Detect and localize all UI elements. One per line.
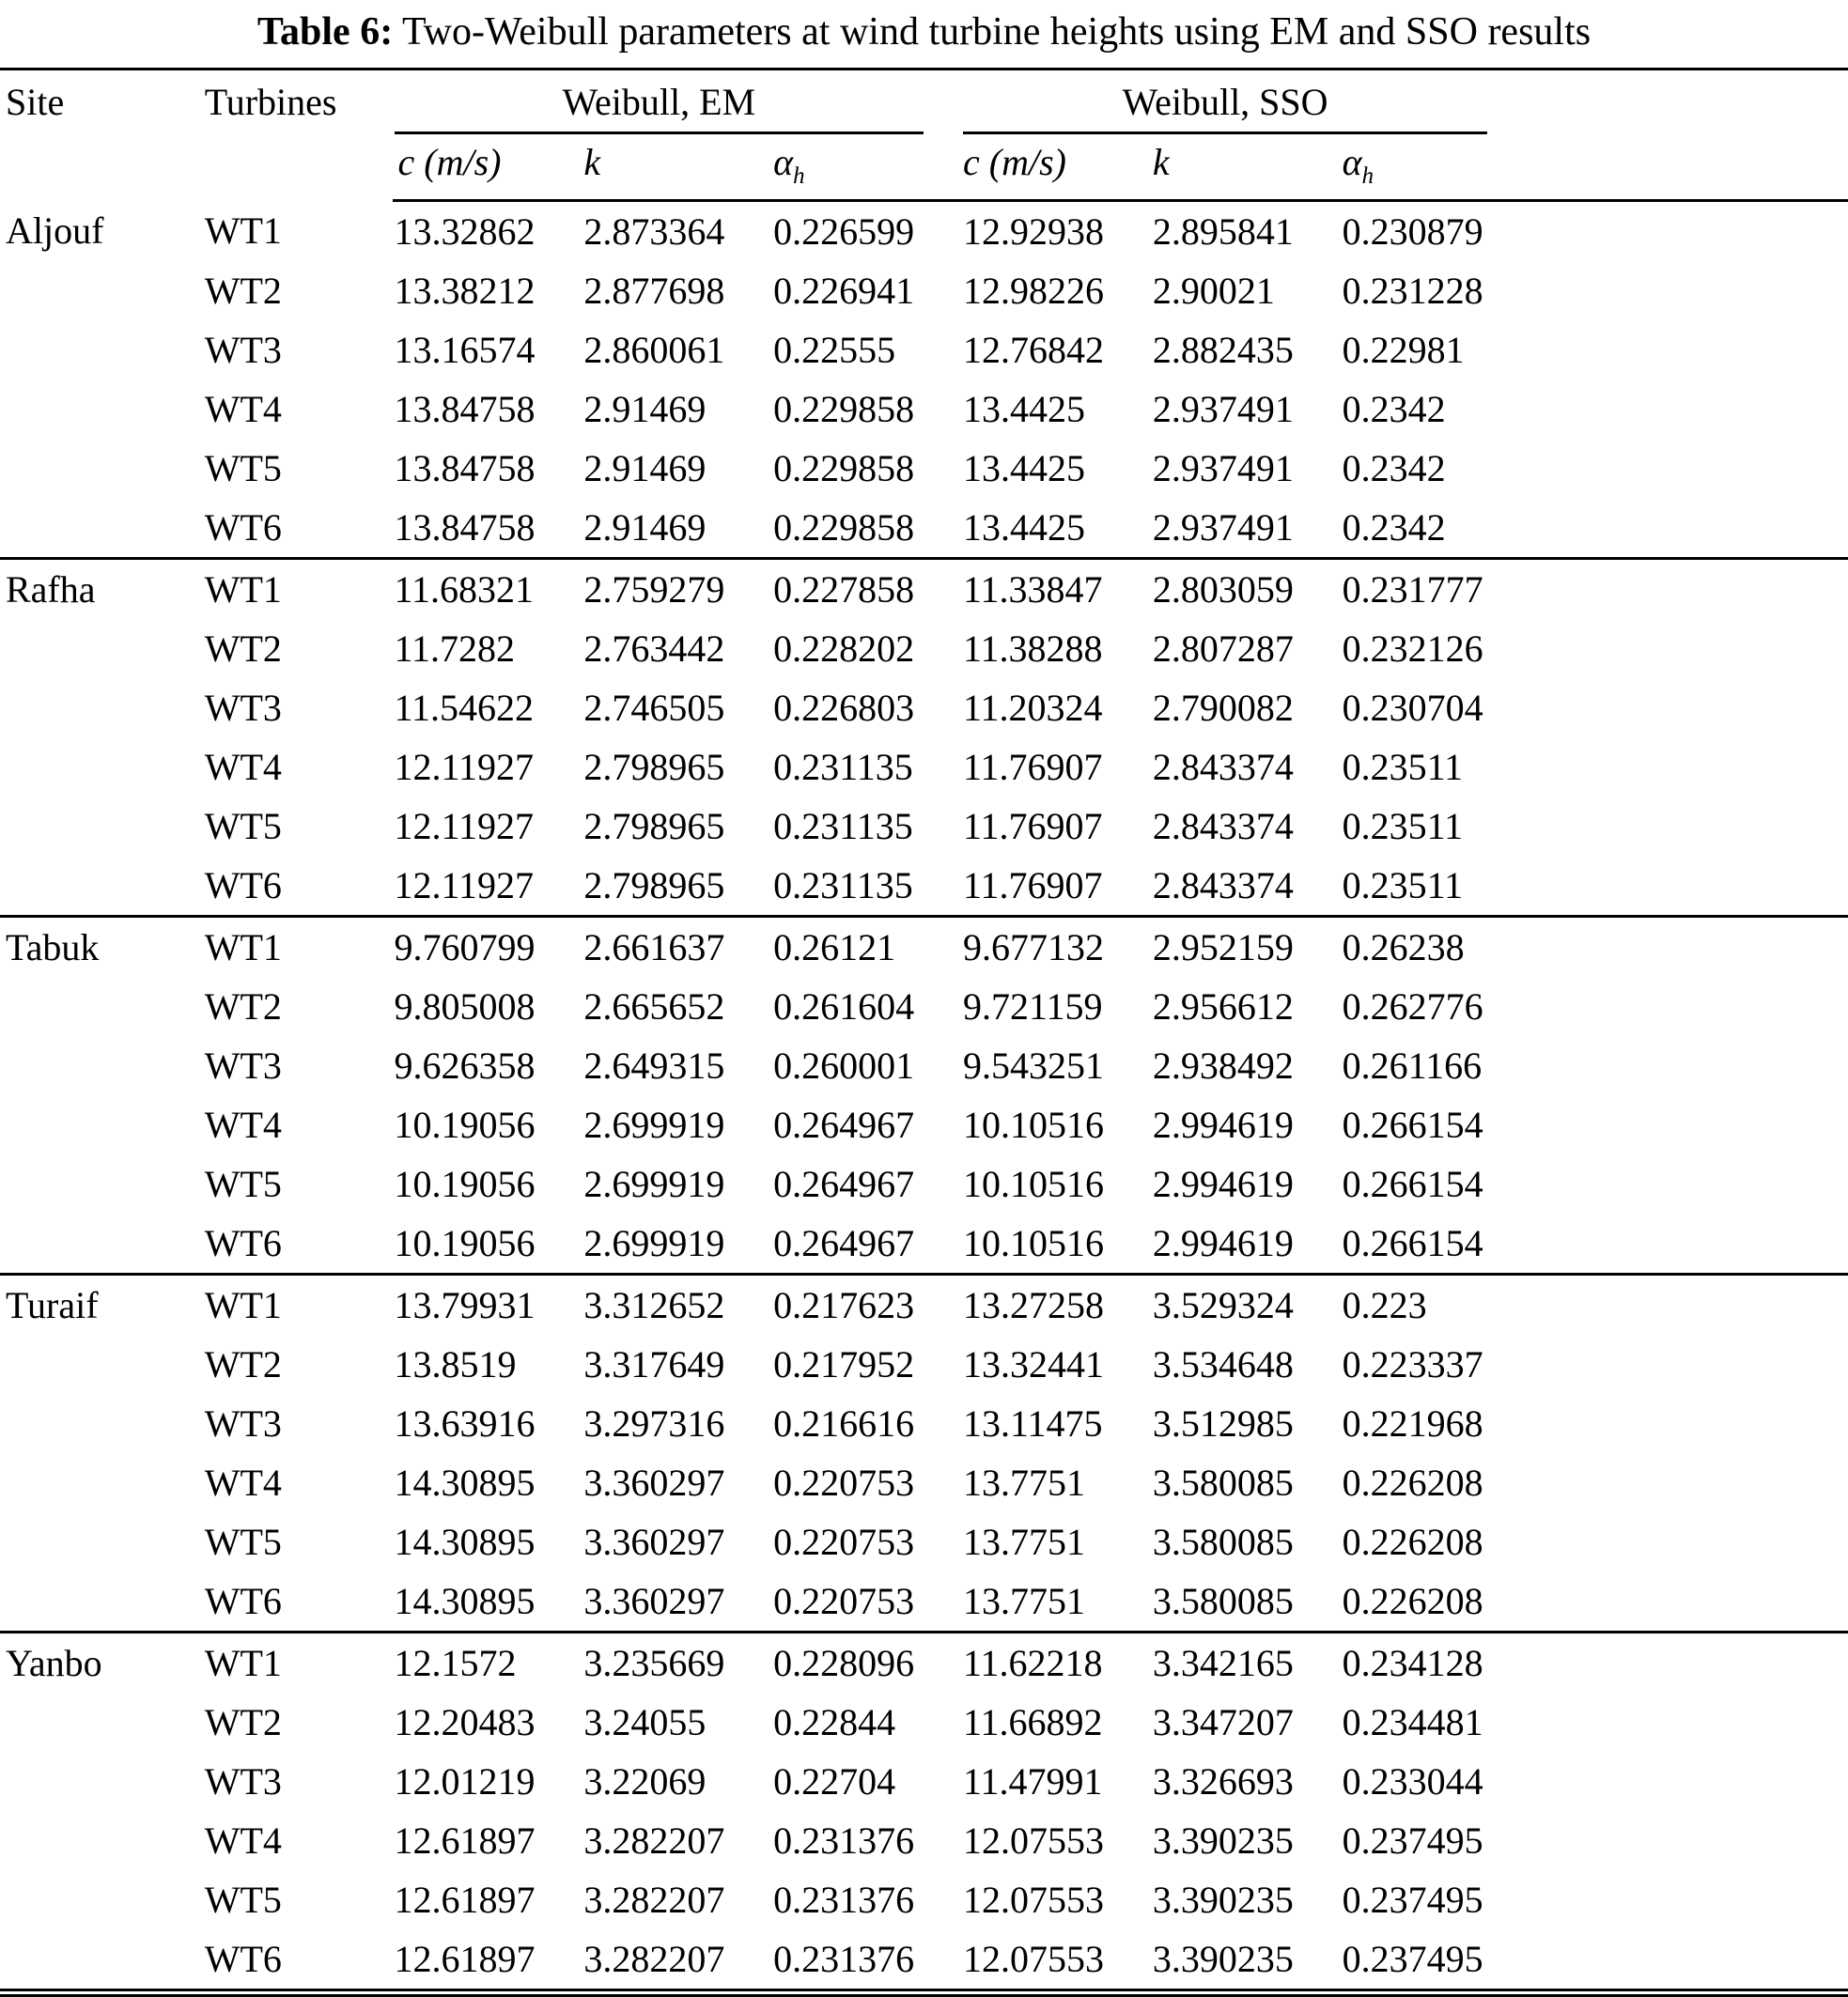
- table-row: [0, 1633, 1848, 1694]
- col-header-em-c: c (m/s): [393, 134, 582, 201]
- sso-k-cell: 3.390235: [1152, 1938, 1294, 1980]
- em-c-cell: 13.84758: [394, 447, 536, 489]
- table-row: [0, 1870, 1848, 1929]
- site-cell: [0, 1811, 203, 1870]
- sso-alpha-cell: 0.232126: [1342, 627, 1483, 670]
- sso-k-cell: 2.956612: [1152, 985, 1294, 1028]
- em-alpha-cell: 0.220753: [773, 1521, 915, 1563]
- sso-alpha-cell: 0.23511: [1342, 864, 1464, 906]
- sso-alpha-cell: 0.23511: [1342, 805, 1464, 847]
- sso-c-cell: 12.76842: [963, 329, 1104, 371]
- em-alpha-cell: 0.231376: [773, 1819, 915, 1862]
- turbine-cell: WT1: [204, 209, 282, 252]
- table-row: [0, 498, 1848, 559]
- turbine-cell: WT5: [204, 1879, 282, 1921]
- em-k-cell: 3.282207: [583, 1819, 725, 1862]
- turbine-cell: WT1: [203, 559, 393, 620]
- table-row: [0, 1394, 1848, 1453]
- turbine-cell: WT6: [204, 506, 282, 549]
- turbine-cell: WT4: [204, 746, 282, 788]
- group-header-weibull-em: [393, 70, 961, 135]
- site-cell: [0, 737, 203, 797]
- em-k-cell: 3.282207: [583, 1879, 725, 1921]
- site-cell: Rafha: [0, 559, 203, 620]
- em-c-cell: 13.84758: [394, 388, 536, 430]
- table-row: [0, 1154, 1848, 1214]
- em-k-cell: 2.860061: [583, 329, 725, 371]
- em-c-cell: 11.68321: [393, 559, 582, 620]
- em-k-cell: 2.763442: [583, 627, 725, 670]
- sso-alpha-cell: 0.226208: [1342, 1521, 1483, 1563]
- sso-c-cell: 11.76907: [963, 746, 1103, 788]
- table-row: [0, 1811, 1848, 1870]
- em-k-cell: 2.649315: [583, 1045, 725, 1087]
- sso-c-cell: 13.7751: [963, 1521, 1085, 1563]
- table-row: [0, 977, 1848, 1036]
- site-cell: [0, 1752, 203, 1811]
- sso-c-cell: 12.07553: [963, 1938, 1104, 1980]
- em-alpha-cell: 0.26121: [771, 917, 961, 978]
- sso-alpha-cell: 0.233044: [1342, 1760, 1483, 1803]
- site-cell: [0, 1512, 203, 1571]
- turbine-cell: WT3: [204, 329, 282, 371]
- sso-alpha-cell: 0.234128: [1341, 1633, 1848, 1694]
- em-k-cell: 3.24055: [583, 1701, 707, 1743]
- turbine-cell: WT6: [204, 1938, 282, 1980]
- em-c-cell: 13.63916: [394, 1402, 536, 1445]
- site-cell: [0, 498, 203, 559]
- sso-alpha-cell: 0.262776: [1342, 985, 1483, 1028]
- em-c-cell: 12.1572: [393, 1633, 582, 1694]
- sso-alpha-cell: 0.237495: [1342, 1819, 1483, 1862]
- em-alpha-cell: 0.220753: [773, 1462, 915, 1504]
- em-alpha-cell: 0.231135: [773, 805, 913, 847]
- site-cell: Aljouf: [6, 209, 104, 252]
- em-c-cell: 9.760799: [393, 917, 582, 978]
- sso-k-cell: 2.937491: [1152, 506, 1294, 549]
- turbine-cell: WT6: [204, 1580, 282, 1622]
- turbine-cell: WT2: [204, 270, 282, 312]
- em-k-cell: 2.91469: [583, 447, 707, 489]
- alpha-symbol: α: [773, 141, 794, 183]
- sso-c-cell: 9.677132: [961, 917, 1151, 978]
- sso-k-cell: 2.994619: [1152, 1222, 1294, 1264]
- site-cell: [0, 1453, 203, 1512]
- sso-k-cell: 3.347207: [1152, 1701, 1294, 1743]
- em-k-cell: 2.91469: [583, 388, 707, 430]
- alpha-subscript: h: [793, 163, 805, 189]
- caption-text: Two-Weibull parameters at wind turbine heights using EM and SSO results: [401, 10, 1592, 54]
- col-header-site: Site: [6, 81, 65, 123]
- table-row: [0, 678, 1848, 737]
- sso-c-cell: 10.10516: [963, 1222, 1104, 1264]
- site-cell: [0, 1214, 203, 1275]
- turbine-cell: WT5: [204, 447, 282, 489]
- sso-alpha-cell: 0.266154: [1342, 1163, 1483, 1205]
- em-alpha-cell: 0.231376: [773, 1879, 915, 1921]
- em-alpha-cell: 0.229858: [773, 388, 915, 430]
- table-row: [0, 1335, 1848, 1394]
- em-c-cell: 13.8519: [394, 1343, 517, 1386]
- sso-c-cell: 12.07553: [963, 1819, 1104, 1862]
- sso-c-cell: 11.20324: [963, 687, 1103, 729]
- sso-k-cell: 2.90021: [1152, 270, 1275, 312]
- turbine-cell: WT4: [204, 1819, 282, 1862]
- col-header-em-k: k: [582, 134, 771, 201]
- site-cell: [0, 1154, 203, 1214]
- sso-k-cell: 2.843374: [1152, 746, 1294, 788]
- sso-c-cell: 13.11475: [963, 1402, 1103, 1445]
- site-cell: [0, 1571, 203, 1633]
- sso-alpha-cell: 0.2342: [1342, 506, 1446, 549]
- em-alpha-cell: 0.260001: [773, 1045, 915, 1087]
- weibull-parameters-table: [0, 68, 1848, 1997]
- sso-k-cell: 3.512985: [1152, 1402, 1294, 1445]
- sso-alpha-cell: 0.221968: [1342, 1402, 1483, 1445]
- group-header-weibull-sso: [961, 70, 1848, 135]
- table-row: [0, 201, 1848, 262]
- turbine-cell: WT3: [204, 1402, 282, 1445]
- em-alpha-cell: 0.226803: [773, 687, 915, 729]
- em-alpha-cell: 0.228202: [773, 627, 915, 670]
- turbine-cell: WT4: [204, 1462, 282, 1504]
- em-alpha-cell: 0.231135: [773, 746, 913, 788]
- sso-c-cell: 11.33847: [961, 559, 1151, 620]
- em-c-cell: 9.805008: [394, 985, 536, 1028]
- site-cell: [0, 977, 203, 1036]
- em-k-cell: 2.798965: [583, 864, 725, 906]
- turbine-cell: WT4: [204, 1104, 282, 1146]
- em-alpha-cell: 0.229858: [773, 506, 915, 549]
- site-cell: [0, 797, 203, 856]
- em-k-cell: 2.873364: [583, 210, 725, 253]
- turbine-cell: WT1: [203, 917, 393, 978]
- table-body: [0, 201, 1848, 1993]
- em-k-cell: 2.798965: [583, 805, 725, 847]
- sso-c-cell: 12.98226: [963, 270, 1104, 312]
- table-row: [0, 1036, 1848, 1095]
- em-alpha-cell: 0.229858: [773, 447, 915, 489]
- table-row: [0, 1453, 1848, 1512]
- sso-k-cell: 3.390235: [1152, 1879, 1294, 1921]
- table-row: [0, 379, 1848, 439]
- sso-c-cell: 11.76907: [963, 864, 1103, 906]
- em-c-cell: 12.11927: [394, 746, 535, 788]
- sso-c-cell: 12.92938: [963, 210, 1104, 253]
- group-header-sso-label: Weibull, SSO: [963, 80, 1487, 134]
- sso-k-cell: 2.994619: [1152, 1104, 1294, 1146]
- col-header-sso-k: k: [1151, 134, 1341, 201]
- em-c-cell: 13.38212: [394, 270, 536, 312]
- turbine-cell: WT4: [204, 388, 282, 430]
- em-alpha-cell: 0.228096: [771, 1633, 961, 1694]
- table-row: [0, 619, 1848, 678]
- em-alpha-cell: 0.261604: [773, 985, 915, 1028]
- turbine-cell: WT2: [204, 985, 282, 1028]
- sso-k-cell: 3.580085: [1152, 1462, 1294, 1504]
- table-row: [0, 1214, 1848, 1275]
- table-row: [0, 917, 1848, 978]
- sso-k-cell: 3.529324: [1151, 1275, 1341, 1336]
- table-row: [0, 1571, 1848, 1633]
- site-cell: [0, 678, 203, 737]
- em-alpha-cell: 0.264967: [773, 1222, 915, 1264]
- sso-alpha-cell: 0.231777: [1341, 559, 1848, 620]
- site-cell: [0, 261, 203, 320]
- sso-k-cell: 3.342165: [1151, 1633, 1341, 1694]
- site-cell: [0, 1095, 203, 1154]
- site-cell: [0, 1929, 203, 1993]
- em-alpha-cell: 0.220753: [773, 1580, 915, 1622]
- table-row: [0, 797, 1848, 856]
- em-c-cell: 14.30895: [394, 1462, 536, 1504]
- sso-alpha-cell: 0.223337: [1342, 1343, 1483, 1386]
- site-cell: [0, 1870, 203, 1929]
- em-k-cell: 2.746505: [583, 687, 725, 729]
- turbine-cell: WT1: [203, 1275, 393, 1336]
- em-c-cell: 13.32862: [394, 210, 536, 253]
- table-row: [0, 1275, 1848, 1336]
- site-cell: [0, 1335, 203, 1394]
- em-k-cell: 2.798965: [583, 746, 725, 788]
- sso-k-cell: 2.843374: [1152, 864, 1294, 906]
- sso-c-cell: 9.543251: [963, 1045, 1104, 1087]
- sso-c-cell: 13.4425: [963, 506, 1085, 549]
- sso-c-cell: 10.10516: [963, 1104, 1104, 1146]
- em-k-cell: 2.699919: [583, 1222, 725, 1264]
- table-caption: [0, 4, 1848, 68]
- table-row: [0, 1693, 1848, 1752]
- em-alpha-cell: 0.264967: [773, 1104, 915, 1146]
- site-cell: [0, 1693, 203, 1752]
- sso-k-cell: 2.790082: [1152, 687, 1294, 729]
- table-row: [0, 559, 1848, 620]
- sso-k-cell: 3.534648: [1152, 1343, 1294, 1386]
- sso-c-cell: 11.66892: [963, 1701, 1103, 1743]
- em-k-cell: 2.699919: [583, 1163, 725, 1205]
- em-k-cell: 3.235669: [582, 1633, 771, 1694]
- site-cell: Yanbo: [0, 1633, 203, 1694]
- sso-k-cell: 3.326693: [1152, 1760, 1294, 1803]
- em-k-cell: 2.91469: [583, 506, 707, 549]
- sso-alpha-cell: 0.230704: [1342, 687, 1483, 729]
- em-alpha-cell: 0.226599: [773, 210, 915, 253]
- sso-c-cell: 13.4425: [963, 447, 1085, 489]
- site-cell: [0, 379, 203, 439]
- em-c-cell: 12.11927: [394, 805, 535, 847]
- em-c-cell: 12.61897: [394, 1819, 536, 1862]
- em-alpha-cell: 0.22555: [773, 329, 896, 371]
- table-row: [0, 1512, 1848, 1571]
- em-k-cell: 3.22069: [583, 1760, 707, 1803]
- em-c-cell: 11.7282: [394, 627, 516, 670]
- sso-k-cell: 2.803059: [1151, 559, 1341, 620]
- table-row: [0, 320, 1848, 379]
- turbine-cell: WT3: [204, 1760, 282, 1803]
- sso-c-cell: 13.4425: [963, 388, 1085, 430]
- em-c-cell: 14.30895: [394, 1580, 536, 1622]
- site-cell: [0, 439, 203, 498]
- site-cell: [0, 619, 203, 678]
- sso-alpha-cell: 0.2342: [1342, 447, 1446, 489]
- sso-alpha-cell: 0.2342: [1342, 388, 1446, 430]
- sso-c-cell: 11.62218: [961, 1633, 1151, 1694]
- em-alpha-cell: 0.231376: [773, 1938, 915, 1980]
- em-c-cell: 12.20483: [394, 1701, 536, 1743]
- sso-k-cell: 3.580085: [1152, 1580, 1294, 1622]
- alpha-symbol: α: [1342, 141, 1362, 183]
- sso-k-cell: 2.937491: [1152, 447, 1294, 489]
- sso-c-cell: 12.07553: [963, 1879, 1104, 1921]
- table-row: [0, 1929, 1848, 1993]
- caption-label: Table 6:: [256, 10, 394, 54]
- em-alpha-cell: 0.226941: [773, 270, 915, 312]
- sso-k-cell: 3.390235: [1152, 1819, 1294, 1862]
- em-k-cell: 3.360297: [583, 1521, 725, 1563]
- sso-alpha-cell: 0.230879: [1342, 210, 1483, 253]
- em-c-cell: 13.84758: [394, 506, 536, 549]
- em-c-cell: 12.61897: [394, 1879, 536, 1921]
- turbine-cell: WT2: [204, 1343, 282, 1386]
- sso-alpha-cell: 0.266154: [1342, 1104, 1483, 1146]
- sso-c-cell: 11.38288: [963, 627, 1103, 670]
- em-alpha-cell: 0.22844: [773, 1701, 896, 1743]
- sso-c-cell: 11.76907: [963, 805, 1103, 847]
- sso-k-cell: 3.580085: [1152, 1521, 1294, 1563]
- turbine-cell: WT6: [204, 1222, 282, 1264]
- em-alpha-cell: 0.264967: [773, 1163, 915, 1205]
- em-c-cell: 12.01219: [394, 1760, 536, 1803]
- sso-alpha-cell: 0.231228: [1342, 270, 1483, 312]
- turbine-cell: WT5: [204, 805, 282, 847]
- em-k-cell: 3.360297: [583, 1462, 725, 1504]
- group-header-em-label: Weibull, EM: [395, 80, 924, 134]
- sso-c-cell: 9.721159: [963, 985, 1103, 1028]
- em-c-cell: 9.626358: [394, 1045, 536, 1087]
- col-header-turbines: Turbines: [204, 81, 337, 123]
- table-header: [0, 70, 1848, 201]
- em-alpha-cell: 0.217623: [771, 1275, 961, 1336]
- sso-alpha-cell: 0.226208: [1342, 1580, 1483, 1622]
- site-cell: [0, 856, 203, 917]
- site-cell: [0, 1394, 203, 1453]
- sso-c-cell: 10.10516: [963, 1163, 1104, 1205]
- sso-alpha-cell: 0.22981: [1342, 329, 1465, 371]
- table-row: [0, 737, 1848, 797]
- em-c-cell: 13.79931: [393, 1275, 582, 1336]
- em-c-cell: 12.11927: [394, 864, 535, 906]
- table-row: [0, 856, 1848, 917]
- em-c-cell: 10.19056: [394, 1222, 536, 1264]
- em-c-cell: 11.54622: [394, 687, 535, 729]
- sso-k-cell: 2.937491: [1152, 388, 1294, 430]
- col-header-em-alpha: [771, 134, 961, 201]
- em-k-cell: 3.297316: [583, 1402, 725, 1445]
- sso-k-cell: 2.843374: [1152, 805, 1294, 847]
- em-alpha-cell: 0.227858: [771, 559, 961, 620]
- sso-c-cell: 13.7751: [963, 1580, 1085, 1622]
- sso-alpha-cell: 0.23511: [1342, 746, 1464, 788]
- table-row: [0, 439, 1848, 498]
- sso-alpha-cell: 0.266154: [1342, 1222, 1483, 1264]
- turbine-cell: WT6: [204, 864, 282, 906]
- site-cell: [0, 320, 203, 379]
- site-cell: [0, 1036, 203, 1095]
- turbine-cell: WT3: [204, 1045, 282, 1087]
- sso-k-cell: 2.882435: [1152, 329, 1294, 371]
- em-c-cell: 12.61897: [394, 1938, 536, 1980]
- em-alpha-cell: 0.22704: [773, 1760, 896, 1803]
- sso-c-cell: 11.47991: [963, 1760, 1103, 1803]
- sso-alpha-cell: 0.237495: [1342, 1938, 1483, 1980]
- site-cell: Tabuk: [0, 917, 203, 978]
- em-k-cell: 2.661637: [582, 917, 771, 978]
- table-row: [0, 261, 1848, 320]
- em-alpha-cell: 0.217952: [773, 1343, 915, 1386]
- em-alpha-cell: 0.231135: [773, 864, 913, 906]
- turbine-cell: WT2: [204, 627, 282, 670]
- em-k-cell: 2.877698: [583, 270, 725, 312]
- sso-c-cell: 13.32441: [963, 1343, 1104, 1386]
- em-c-cell: 13.16574: [394, 329, 536, 371]
- em-c-cell: 14.30895: [394, 1521, 536, 1563]
- em-c-cell: 10.19056: [394, 1163, 536, 1205]
- sso-alpha-cell: 0.234481: [1342, 1701, 1483, 1743]
- em-k-cell: 3.360297: [583, 1580, 725, 1622]
- sso-alpha-cell: 0.226208: [1342, 1462, 1483, 1504]
- turbine-cell: WT3: [204, 687, 282, 729]
- em-k-cell: 2.699919: [583, 1104, 725, 1146]
- alpha-subscript: h: [1361, 163, 1374, 189]
- em-k-cell: 2.665652: [583, 985, 725, 1028]
- em-c-cell: 10.19056: [394, 1104, 536, 1146]
- table-row: [0, 1095, 1848, 1154]
- table-row: [0, 1752, 1848, 1811]
- em-k-cell: 3.282207: [583, 1938, 725, 1980]
- turbine-cell: WT2: [204, 1701, 282, 1743]
- sso-c-cell: 13.27258: [961, 1275, 1151, 1336]
- header-row-groups: [0, 70, 1848, 135]
- sso-k-cell: 2.895841: [1152, 210, 1294, 253]
- sso-c-cell: 13.7751: [963, 1462, 1085, 1504]
- sso-alpha-cell: 0.223: [1341, 1275, 1848, 1336]
- sso-alpha-cell: 0.26238: [1341, 917, 1848, 978]
- em-alpha-cell: 0.216616: [773, 1402, 915, 1445]
- site-cell: Turaif: [0, 1275, 203, 1336]
- em-k-cell: 3.317649: [583, 1343, 725, 1386]
- col-header-sso-c: c (m/s): [961, 134, 1151, 201]
- em-k-cell: 2.759279: [582, 559, 771, 620]
- sso-k-cell: 2.807287: [1152, 627, 1294, 670]
- turbine-cell: WT5: [204, 1163, 282, 1205]
- col-header-sso-alpha: [1341, 134, 1848, 201]
- sso-alpha-cell: 0.237495: [1342, 1879, 1483, 1921]
- sso-k-cell: 2.952159: [1151, 917, 1341, 978]
- sso-k-cell: 2.994619: [1152, 1163, 1294, 1205]
- sso-alpha-cell: 0.261166: [1342, 1045, 1483, 1087]
- turbine-cell: WT1: [203, 1633, 393, 1694]
- turbine-cell: WT5: [204, 1521, 282, 1563]
- sso-k-cell: 2.938492: [1152, 1045, 1294, 1087]
- em-k-cell: 3.312652: [582, 1275, 771, 1336]
